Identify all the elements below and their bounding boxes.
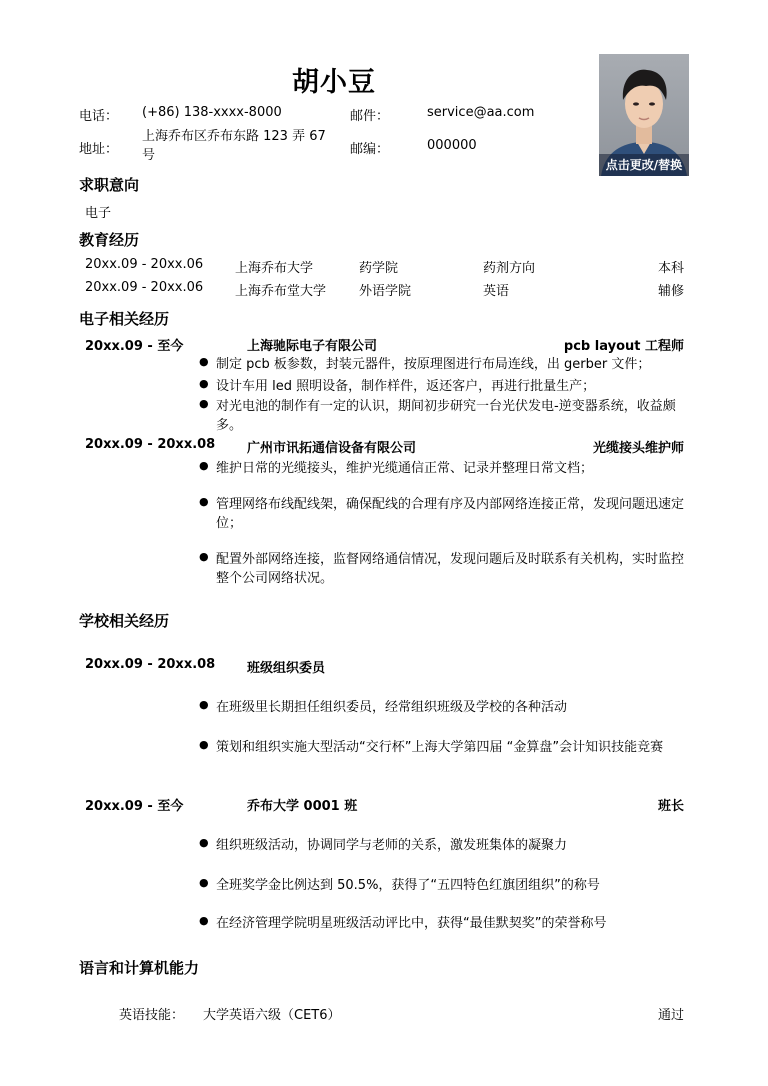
work-title: pcb layout 工程师 xyxy=(563,339,684,354)
school-period: 20xx.09 - 至今 xyxy=(85,799,184,814)
education-period: 20xx.09 - 20xx.06 xyxy=(85,280,204,295)
education-period: 20xx.09 - 20xx.06 xyxy=(85,257,204,272)
school-org: 乔布大学 0001 班 xyxy=(247,799,358,814)
work-company: 上海驰际电子有限公司 xyxy=(247,339,378,354)
education-college: 药学院 xyxy=(359,261,399,276)
education-heading: 教育经历 xyxy=(79,231,140,249)
work-heading: 电子相关经历 xyxy=(79,310,170,328)
photo-replace-caption[interactable]: 点击更改/替换 xyxy=(599,154,689,176)
education-major: 英语 xyxy=(483,284,510,299)
email-label: 邮件： xyxy=(350,109,390,124)
school-period: 20xx.09 - 20xx.08 xyxy=(85,657,216,672)
skills-heading: 语言和计算机能力 xyxy=(79,959,200,977)
work-period: 20xx.09 - 20xx.08 xyxy=(85,437,216,452)
education-major: 药剂方向 xyxy=(483,261,536,276)
work-company: 广州市讯拓通信设备有限公司 xyxy=(247,441,417,456)
education-degree: 本科 xyxy=(657,261,684,276)
education-school: 上海乔布堂大学 xyxy=(235,284,327,299)
resume-name: 胡小豆 xyxy=(292,67,376,98)
address-label: 地址： xyxy=(79,142,119,157)
school-role: 班长 xyxy=(657,799,684,814)
school-heading: 学校相关经历 xyxy=(79,612,170,630)
address-value: 上海乔布区乔布东路 123 弄 67 号 xyxy=(142,129,326,163)
email-value: service@aa.com xyxy=(427,105,535,120)
objective-heading: 求职意向 xyxy=(79,176,140,194)
school-org: 班级组织委员 xyxy=(247,661,326,676)
skills-result: 通过 xyxy=(657,1008,684,1023)
skills-label: 英语技能： xyxy=(119,1008,185,1023)
education-school: 上海乔布大学 xyxy=(235,261,314,276)
objective-value: 电子 xyxy=(85,206,112,221)
education-college: 外语学院 xyxy=(359,284,412,299)
skills-value: 大学英语六级（CET6） xyxy=(203,1008,341,1023)
portrait-photo[interactable] xyxy=(599,54,689,176)
phone-label: 电话： xyxy=(79,109,119,124)
phone-value: (+86) 138-xxxx-8000 xyxy=(142,105,282,120)
work-title: 光缆接头维护师 xyxy=(592,441,684,456)
zip-value: 000000 xyxy=(427,138,477,153)
work-period: 20xx.09 - 至今 xyxy=(85,339,184,354)
zip-label: 邮编： xyxy=(350,142,390,157)
education-degree: 辅修 xyxy=(657,284,684,299)
